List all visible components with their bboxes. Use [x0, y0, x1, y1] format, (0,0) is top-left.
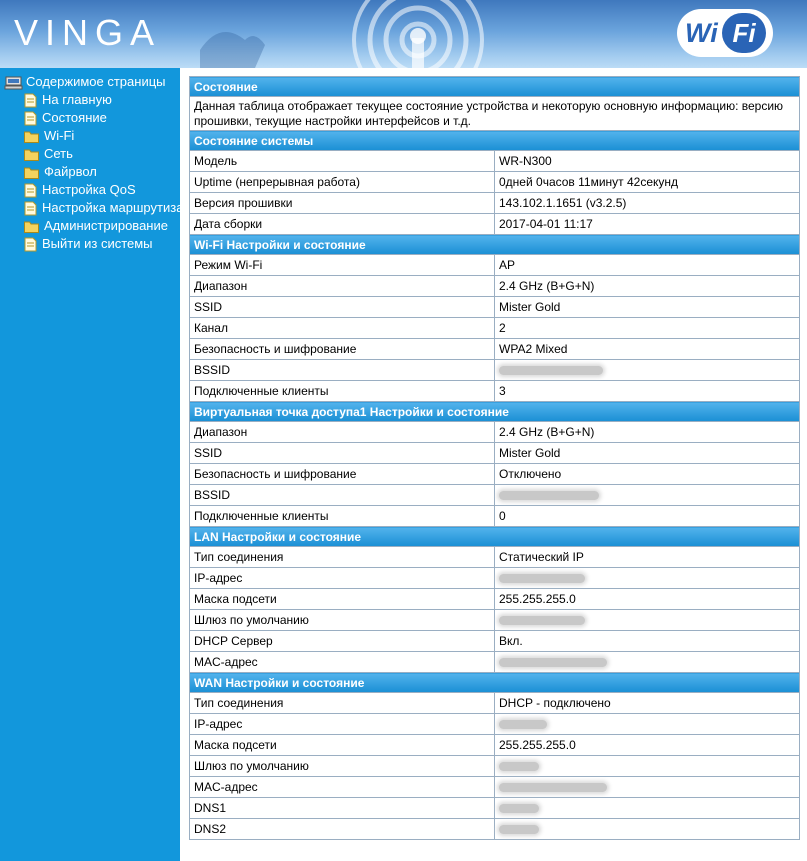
- sidebar-item-routing[interactable]: [24, 200, 206, 216]
- row-value: AP: [495, 255, 800, 276]
- row-label: Безопасность и шифрование: [190, 339, 495, 360]
- table-row: [190, 464, 800, 485]
- table-row: [190, 652, 800, 673]
- row-label: IP-адрес: [190, 568, 495, 589]
- row-value: 3: [495, 381, 800, 402]
- table-row: [190, 568, 800, 589]
- row-label: Подключенные клиенты: [190, 381, 495, 402]
- redacted-value: [499, 783, 607, 792]
- row-label: BSSID: [190, 360, 495, 381]
- row-value: 2017-04-01 11:17: [495, 214, 800, 235]
- row-label: Режим Wi-Fi: [190, 255, 495, 276]
- redacted-value: [499, 616, 585, 625]
- redacted-value: [499, 762, 539, 771]
- table-row: [190, 422, 800, 443]
- page-icon: [24, 93, 37, 108]
- table-row: [190, 610, 800, 631]
- table-row: [190, 381, 800, 402]
- status-panel: [189, 76, 800, 840]
- row-value-redacted: [495, 819, 800, 840]
- row-value: Вкл.: [495, 631, 800, 652]
- table-row: [190, 485, 800, 506]
- row-value-redacted: [495, 798, 800, 819]
- table-row: [190, 339, 800, 360]
- section-title: Wi-Fi Настройки и состояние: [190, 235, 800, 255]
- table-row: [190, 777, 800, 798]
- header-banner: [0, 0, 807, 68]
- row-label: DNS1: [190, 798, 495, 819]
- section-header: [190, 235, 800, 255]
- page-icon: [24, 111, 37, 126]
- row-value: WPA2 Mixed: [495, 339, 800, 360]
- table-row: [190, 318, 800, 339]
- table-row: [190, 589, 800, 610]
- sidebar: [0, 68, 206, 861]
- row-label: Тип соединения: [190, 547, 495, 568]
- row-value: Отключено: [495, 464, 800, 485]
- sidebar-root-label: Содержимое страницы: [26, 74, 166, 89]
- table-row: [190, 360, 800, 381]
- row-value: 0дней 0часов 11минут 42секунд: [495, 172, 800, 193]
- table-row: [190, 798, 800, 819]
- row-label: BSSID: [190, 485, 495, 506]
- table-row: [190, 297, 800, 318]
- row-label: Тип соединения: [190, 693, 495, 714]
- section-title: Виртуальная точка доступа1 Настройки и состояние: [190, 402, 800, 422]
- row-value-redacted: [495, 485, 800, 506]
- row-label: SSID: [190, 443, 495, 464]
- table-row: [190, 172, 800, 193]
- table-row: [190, 276, 800, 297]
- redacted-value: [499, 658, 607, 667]
- wifi-signal-art: [190, 0, 520, 68]
- row-value: Mister Gold: [495, 297, 800, 318]
- sidebar-item-network[interactable]: [24, 146, 180, 161]
- folder-icon: [24, 130, 39, 143]
- wifi-badge-fi: Fi: [722, 13, 766, 53]
- row-value-redacted: [495, 777, 800, 798]
- table-row: [190, 255, 800, 276]
- redacted-value: [499, 804, 539, 813]
- row-label: Маска подсети: [190, 589, 495, 610]
- table-row: [190, 735, 800, 756]
- section-header: [190, 131, 800, 151]
- section-title: Состояние системы: [190, 131, 800, 151]
- sidebar-item-label: Выйти из системы: [42, 236, 153, 251]
- row-label: Подключенные клиенты: [190, 506, 495, 527]
- table-row: [190, 151, 800, 172]
- redacted-value: [499, 491, 599, 500]
- row-label: Шлюз по умолчанию: [190, 756, 495, 777]
- redacted-value: [499, 366, 603, 375]
- row-label: DNS2: [190, 819, 495, 840]
- row-value: DHCP - подключено: [495, 693, 800, 714]
- row-value: 2.4 GHz (B+G+N): [495, 422, 800, 443]
- description-row: [190, 97, 800, 131]
- section-title: WAN Настройки и состояние: [190, 673, 800, 693]
- redacted-value: [499, 720, 547, 729]
- folder-icon: [24, 166, 39, 179]
- sidebar-item-label: Настройка QoS: [42, 182, 136, 197]
- section-header: [190, 77, 800, 97]
- row-value: 143.102.1.1651 (v3.2.5): [495, 193, 800, 214]
- table-row: [190, 819, 800, 840]
- table-row: [190, 193, 800, 214]
- sidebar-item-admin[interactable]: [24, 218, 180, 233]
- table-row: [190, 547, 800, 568]
- row-label: DHCP Сервер: [190, 631, 495, 652]
- wifi-badge: [677, 9, 773, 57]
- page-icon: [24, 201, 37, 216]
- row-label: Маска подсети: [190, 735, 495, 756]
- sidebar-item-logout[interactable]: [24, 236, 180, 252]
- sidebar-item-label: Файрвол: [44, 164, 97, 179]
- row-label: Диапазон: [190, 422, 495, 443]
- section-header: [190, 402, 800, 422]
- folder-icon: [24, 148, 39, 161]
- row-label: Канал: [190, 318, 495, 339]
- row-value-redacted: [495, 568, 800, 589]
- table-row: [190, 214, 800, 235]
- sidebar-item-label: Администрирование: [44, 218, 168, 233]
- row-label: Версия прошивки: [190, 193, 495, 214]
- row-value-redacted: [495, 610, 800, 631]
- row-label: SSID: [190, 297, 495, 318]
- table-row: [190, 714, 800, 735]
- page-icon: [24, 183, 37, 198]
- table-row: [190, 693, 800, 714]
- row-value: WR-N300: [495, 151, 800, 172]
- wifi-badge-wi: Wi: [685, 18, 718, 48]
- row-value: 0: [495, 506, 800, 527]
- sidebar-item-firewall[interactable]: [24, 164, 180, 179]
- sidebar-item-label: Состояние: [42, 110, 107, 125]
- sidebar-item-label: Wi-Fi: [44, 128, 75, 143]
- section-title: LAN Настройки и состояние: [190, 527, 800, 547]
- row-label: Диапазон: [190, 276, 495, 297]
- row-value: Статический IP: [495, 547, 800, 568]
- row-label: Шлюз по умолчанию: [190, 610, 495, 631]
- vinga-logo: VINGA: [14, 12, 162, 53]
- row-value-redacted: [495, 714, 800, 735]
- row-value: Mister Gold: [495, 443, 800, 464]
- row-label: IP-адрес: [190, 714, 495, 735]
- redacted-value: [499, 825, 539, 834]
- row-label: MAC-адрес: [190, 777, 495, 798]
- section-header: [190, 673, 800, 693]
- table-row: [190, 631, 800, 652]
- sidebar-item-home[interactable]: [24, 92, 180, 108]
- row-label: MAC-адрес: [190, 652, 495, 673]
- status-table: [189, 76, 800, 840]
- sidebar-item-wifi[interactable]: [24, 128, 180, 143]
- row-value-redacted: [495, 756, 800, 777]
- row-value: 2.4 GHz (B+G+N): [495, 276, 800, 297]
- row-value-redacted: [495, 360, 800, 381]
- row-label: Дата сборки: [190, 214, 495, 235]
- description-text: Данная таблица отображает текущее состояние устройства и некоторую основную информацию: версию прошивки, текущие настройки интерфейсов и т.д.: [190, 97, 800, 131]
- table-row: [190, 443, 800, 464]
- row-value: 255.255.255.0: [495, 735, 800, 756]
- sidebar-root[interactable]: [5, 74, 166, 89]
- sidebar-item-qos[interactable]: [24, 182, 180, 198]
- row-value: 255.255.255.0: [495, 589, 800, 610]
- row-value: 2: [495, 318, 800, 339]
- page-icon: [24, 237, 37, 252]
- folder-icon: [24, 220, 39, 233]
- table-row: [190, 756, 800, 777]
- row-label: Uptime (непрерывная работа): [190, 172, 495, 193]
- table-row: [190, 506, 800, 527]
- computer-icon: [5, 76, 22, 89]
- redacted-value: [499, 574, 585, 583]
- sidebar-item-label: Настройка маршрутизации: [42, 200, 206, 215]
- section-title: Состояние: [190, 77, 800, 97]
- sidebar-item-label: Сеть: [44, 146, 73, 161]
- sidebar-item-status[interactable]: [24, 110, 180, 126]
- row-value-redacted: [495, 652, 800, 673]
- sidebar-item-label: На главную: [42, 92, 112, 107]
- row-label: Модель: [190, 151, 495, 172]
- section-header: [190, 527, 800, 547]
- row-label: Безопасность и шифрование: [190, 464, 495, 485]
